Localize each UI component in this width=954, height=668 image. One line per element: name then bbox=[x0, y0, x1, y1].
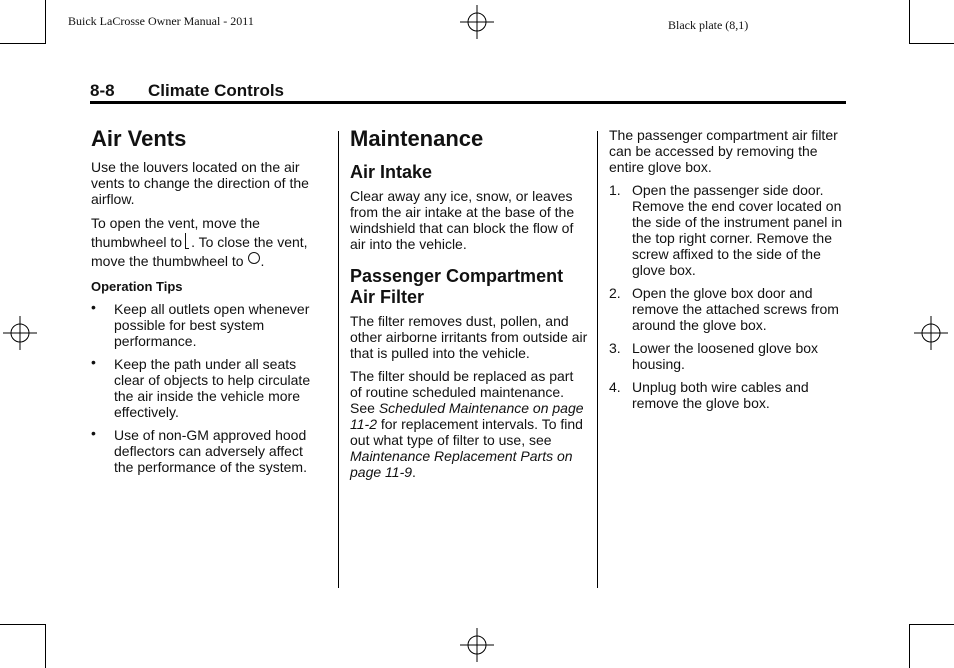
step-text: Open the glove box door and remove the attached screws from around the glove box. bbox=[632, 285, 839, 333]
header-rule bbox=[90, 101, 846, 104]
replacement-parts-link[interactable]: Maintenance Replacement Parts on page 11-9 bbox=[350, 448, 573, 480]
manual-title: Buick LaCrosse Owner Manual - 2011 bbox=[68, 14, 254, 28]
list-item-text: Keep the path under all seats clear of objects to help circulate the air inside the vehicle more effectively. bbox=[114, 356, 311, 420]
bullet-icon: • bbox=[91, 299, 96, 315]
registration-mark-icon bbox=[914, 316, 948, 350]
vent-instructions-close: . To close the vent, move the thumbwheel to bbox=[91, 234, 308, 269]
maintenance-heading: Maintenance bbox=[350, 126, 484, 151]
list-item bbox=[91, 427, 326, 475]
air-vents-heading: Air Vents bbox=[91, 126, 187, 151]
crop-mark bbox=[45, 625, 46, 668]
thumbwheel-open-icon bbox=[185, 233, 189, 249]
list-item bbox=[609, 379, 845, 411]
crop-mark bbox=[0, 43, 46, 44]
crop-mark bbox=[909, 43, 954, 44]
page-number: 8-8 bbox=[90, 81, 115, 100]
crop-mark bbox=[909, 0, 910, 43]
filter-replacement bbox=[350, 368, 588, 480]
filter-heading: Passenger Compartment Air Filter bbox=[350, 266, 564, 307]
registration-mark-icon bbox=[460, 628, 494, 662]
bullet-icon: • bbox=[91, 425, 96, 441]
vent-instructions-end: . bbox=[260, 253, 265, 269]
step-text: Open the passenger side door. Remove the end cover located on the side of the instrument panel in the top right corner. Remove the screw affixed to the side of the glove box. bbox=[632, 182, 843, 278]
list-item bbox=[609, 285, 845, 333]
thumbwheel-closed-icon bbox=[248, 252, 260, 264]
bullet-icon: • bbox=[91, 354, 96, 370]
crop-mark bbox=[45, 0, 46, 43]
step-text: Lower the loosened glove box housing. bbox=[632, 340, 819, 372]
registration-mark-icon bbox=[460, 5, 494, 39]
column-divider bbox=[338, 131, 339, 588]
filter-description: The filter removes dust, pollen, and other airborne irritants from outside air that is pulled into the vehicle. bbox=[350, 313, 588, 361]
column-air-vents bbox=[91, 126, 326, 482]
crop-mark bbox=[909, 624, 954, 625]
step-number: 3. bbox=[609, 340, 621, 356]
air-intake-heading: Air Intake bbox=[350, 162, 433, 182]
column-divider bbox=[597, 131, 598, 588]
list-item bbox=[91, 356, 326, 420]
step-number: 1. bbox=[609, 182, 621, 198]
filter-access-intro: The passenger compartment air filter can be accessed by removing the entire glove box. bbox=[609, 127, 838, 175]
list-item-text: Keep all outlets open whenever possible for best system performance. bbox=[114, 301, 310, 349]
list-item bbox=[609, 182, 845, 278]
air-intake-text: Clear away any ice, snow, or leaves from the air intake at the base of the windshield that can block the flow of air into the vehicle. bbox=[350, 188, 575, 252]
filter-replacement-text: for replacement intervals. To find out what type of filter to use, see bbox=[350, 416, 583, 448]
operation-tips-heading: Operation Tips bbox=[91, 279, 183, 294]
filter-replacement-text: The filter should be replaced as part of routine scheduled maintenance. See bbox=[350, 368, 574, 416]
vent-instructions-open: To open the vent, move the thumbwheel to bbox=[91, 215, 260, 250]
step-text: Unplug both wire cables and remove the glove box. bbox=[632, 379, 809, 411]
crop-mark bbox=[909, 625, 910, 668]
section-header bbox=[90, 81, 284, 101]
filter-replacement-text: . bbox=[412, 464, 416, 480]
crop-mark bbox=[0, 624, 46, 625]
air-vents-intro: Use the louvers located on the air vents to change the direction of the airflow. bbox=[91, 159, 309, 207]
section-title: Climate Controls bbox=[148, 81, 285, 100]
column-filter-steps bbox=[609, 127, 845, 418]
operation-tips-list bbox=[91, 301, 326, 475]
step-number: 2. bbox=[609, 285, 621, 301]
filter-steps-list bbox=[609, 182, 845, 411]
vent-instructions bbox=[91, 214, 326, 271]
step-number: 4. bbox=[609, 379, 621, 395]
scheduled-maintenance-link[interactable]: Scheduled Maintenance on page 11-2 bbox=[350, 400, 584, 432]
list-item bbox=[91, 301, 326, 349]
plate-label: Black plate (8,1) bbox=[668, 18, 749, 32]
column-maintenance bbox=[350, 126, 588, 487]
list-item-text: Use of non-GM approved hood deflectors can adversely affect the performance of the system. bbox=[114, 427, 307, 475]
list-item bbox=[609, 340, 845, 372]
registration-mark-icon bbox=[3, 316, 37, 350]
